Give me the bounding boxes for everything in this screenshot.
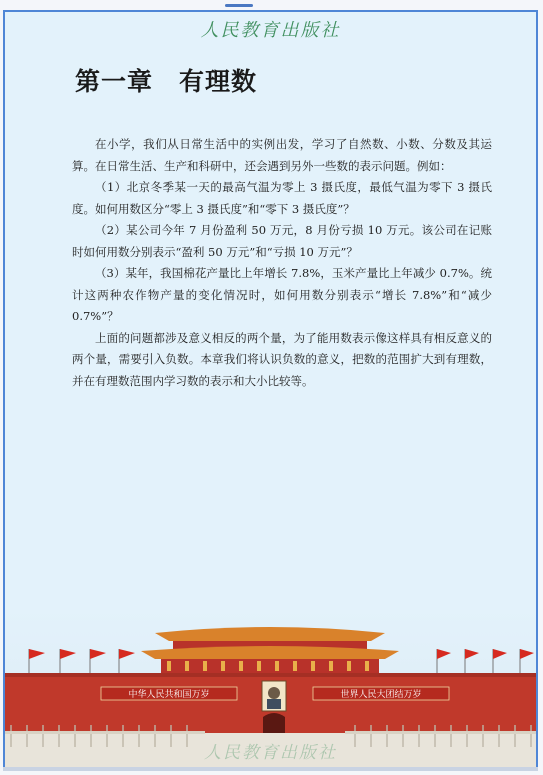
intro-paragraph: 在小学，我们从日常生活中的实例出发，学习了自然数、小数、分数及其运算。在日常生活、生产和科研中，还会遇到另外一些数的表示问题。例如： [72, 137, 492, 173]
example-2-paragraph: （2）某公司今年 7 月份盈利 50 万元，8 月份亏损 10 万元。该公司在记账时如何用数分别表示“盈利 50 万元”和“亏损 10 万元”？ [72, 223, 492, 259]
publisher-logo: 人民教育出版社 [200, 20, 341, 41]
viewer-bottom-bar [3, 767, 538, 771]
banner-right: 世界人民大团结万岁 [340, 690, 422, 700]
banner-left: 中华人民共和国万岁 [128, 690, 210, 700]
chapter-intro-text [72, 134, 492, 392]
example-1-paragraph: （1）北京冬季某一天的最高气温为零上 3 摄氏度，最低气温为零下 3 摄氏度。如何用数区分“零上 3 摄氏度”和“零下 3 摄氏度”？ [72, 180, 492, 216]
publisher-watermark: 人民教育出版社 [204, 743, 337, 763]
book-page [3, 10, 538, 769]
conclusion-paragraph: 上面的问题都涉及意义相反的两个量，为了能用数表示像这样具有相反意义的两个量，需要引入负数。本章我们将认识负数的意义，把数的范围扩大到有理数，并在有理数范围内学习数的表示和大小比较等。 [72, 330, 492, 388]
example-3-paragraph: （3）某年，我国棉花产量比上年增长 7.8%，玉米产量比上年减少 0.7%。统计这两种农作物产量的变化情况时，如何用数分别表示“增长 7.8%”和“减少 0.7%”？ [72, 266, 492, 323]
chapter-title: 第一章 有理数 [75, 67, 258, 96]
drag-handle[interactable] [225, 4, 253, 7]
